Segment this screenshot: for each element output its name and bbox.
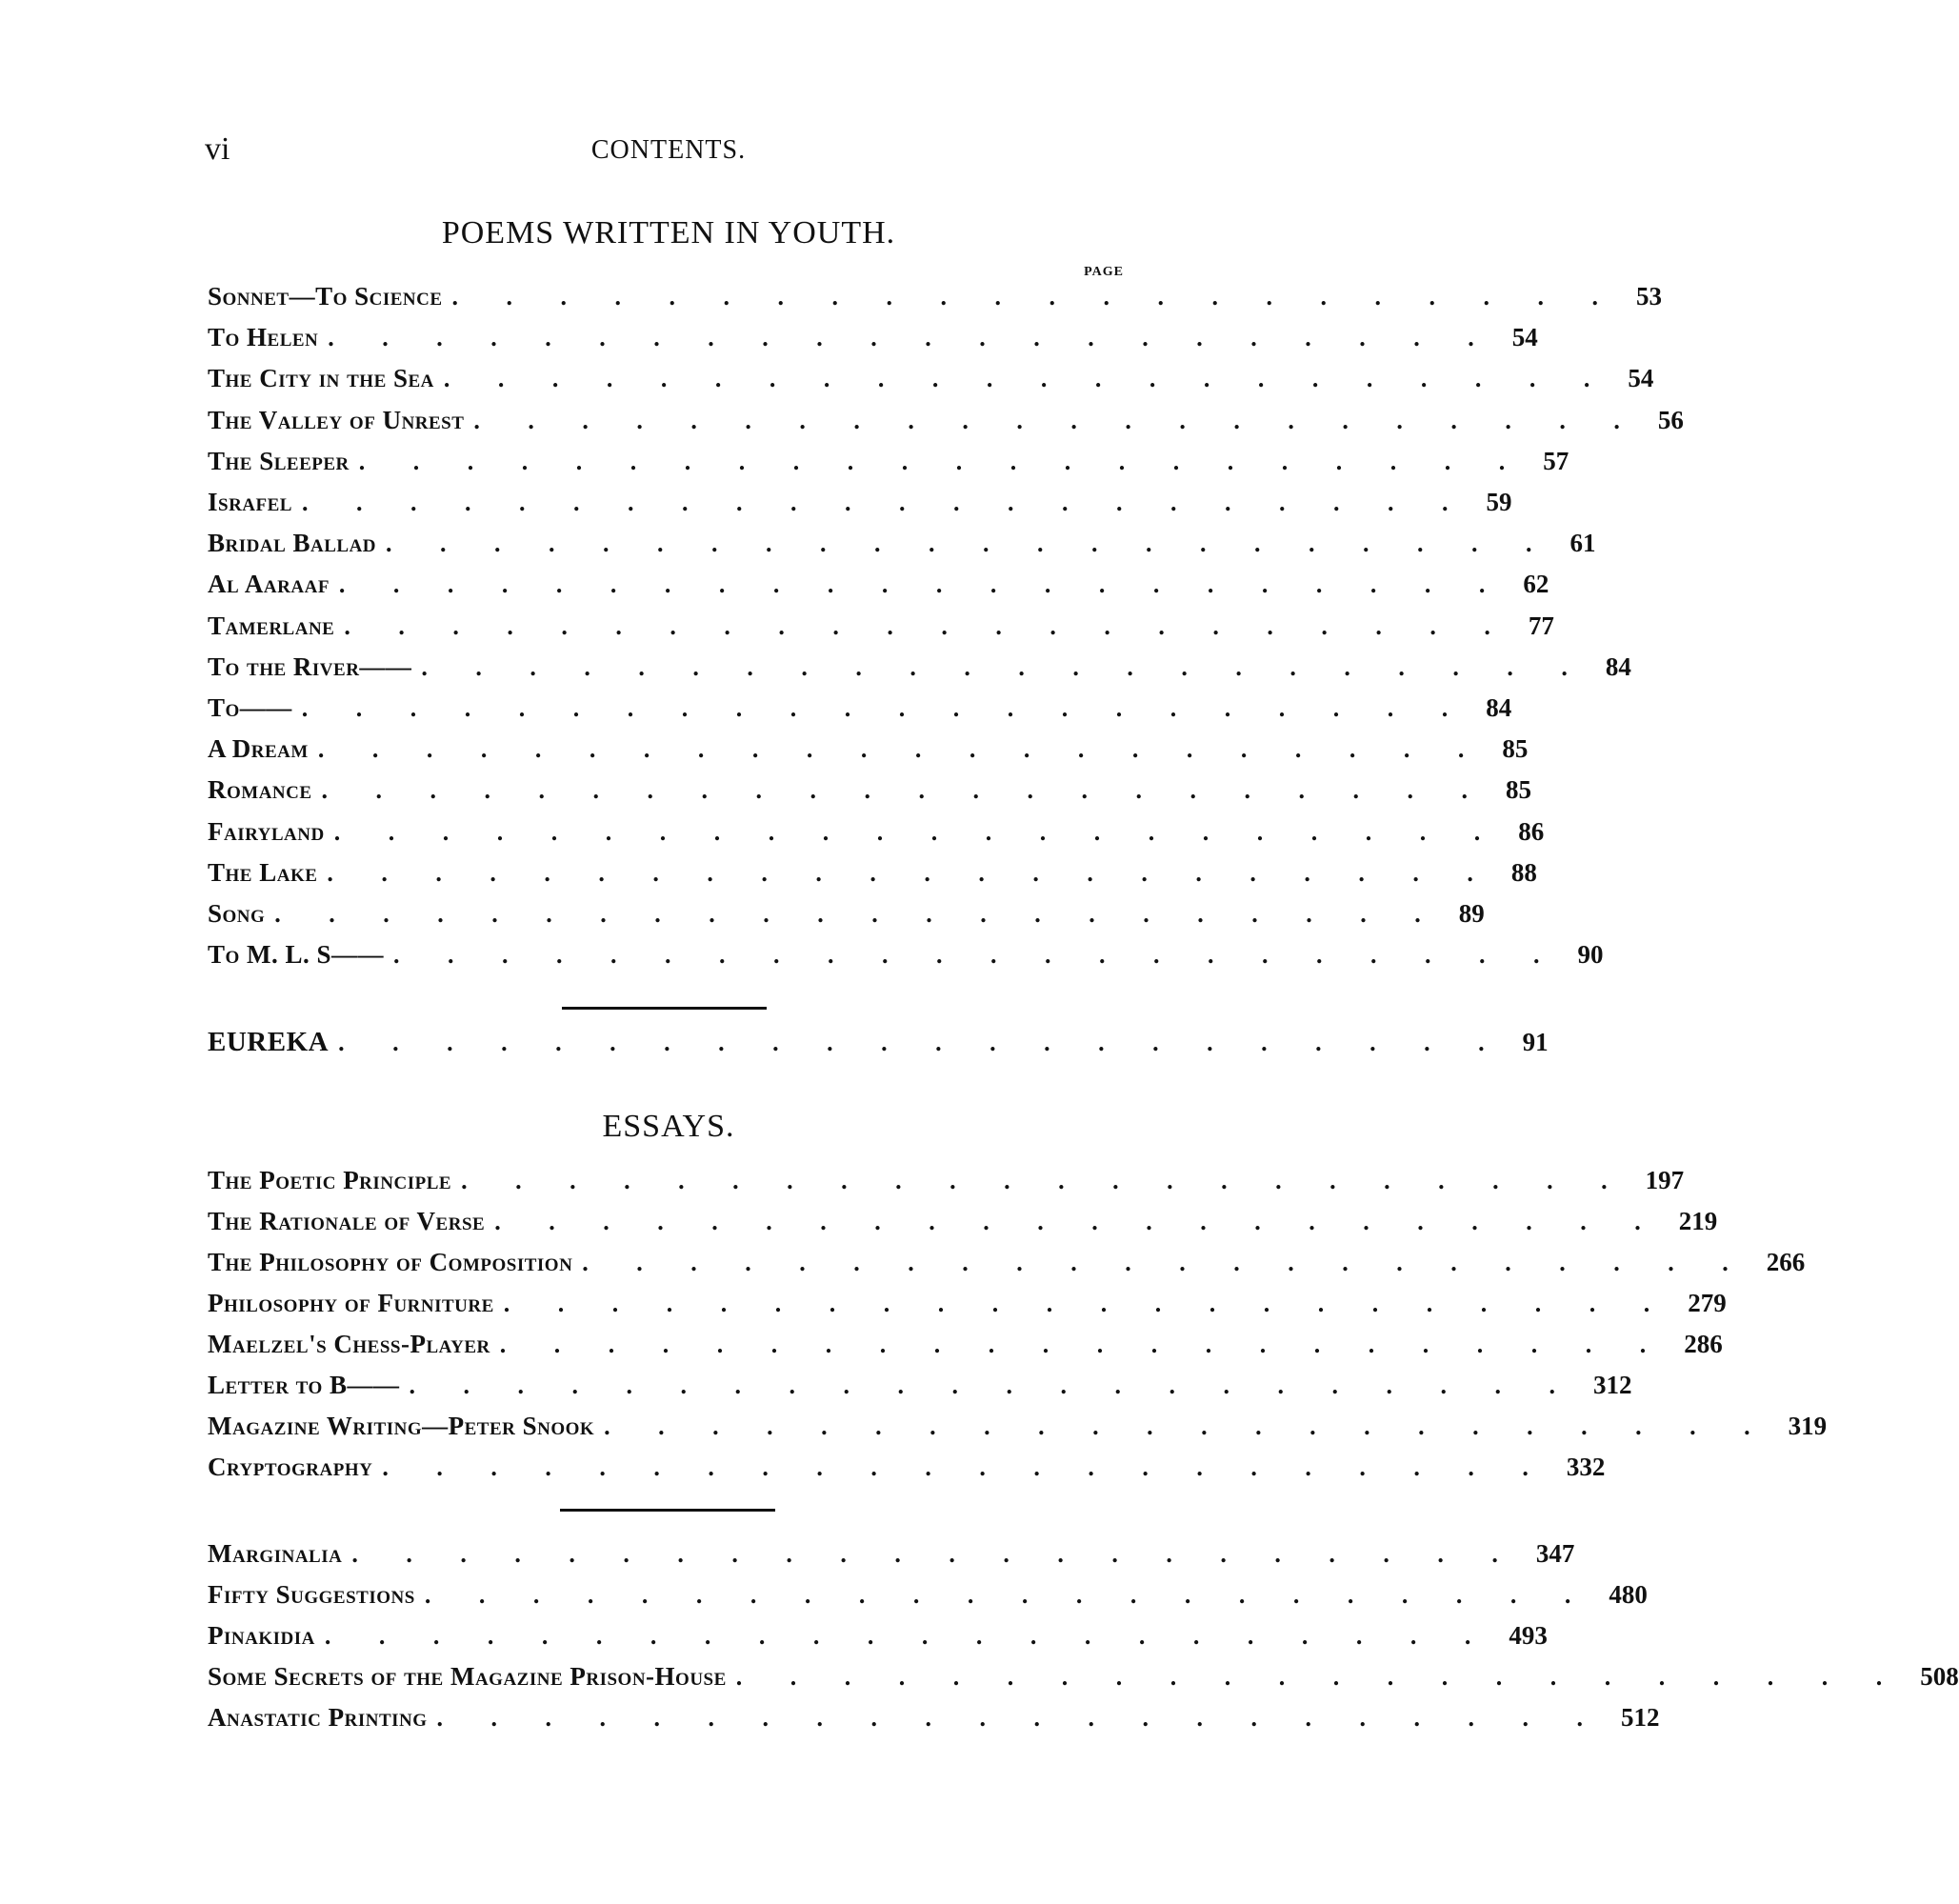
entry-title: The Philosophy of Composition	[208, 1248, 573, 1276]
dot-leader: . . . . . . . . . . . . . . . . . . . . . .	[604, 1413, 1771, 1440]
dot-leader: . . . . . . . . . . . . . . . . . . . . . .	[409, 1372, 1577, 1399]
toc-entry[interactable]	[208, 1248, 1806, 1286]
entry-title: Philosophy of Furniture	[208, 1289, 494, 1317]
dot-leader: . . . . . . . . . . . . . . . . . . . . . .	[301, 694, 1469, 722]
entry-page: 86	[1518, 816, 1545, 846]
entry-title: To Helen	[208, 323, 319, 352]
entry-page: 85	[1506, 775, 1532, 805]
toc-entry[interactable]	[208, 446, 1569, 485]
dot-leader: . . . . . . . . . . . . . . . . . . . . . .	[274, 900, 1442, 928]
dot-leader: . . . . . . . . . . . . . . . . . . . . . .	[338, 571, 1507, 599]
dot-leader: . . . . . . . . . . . . . . . . . . . . . .	[382, 1453, 1549, 1481]
entry-title: The Sleeper	[208, 446, 350, 475]
entry-page: 508	[1920, 1662, 1959, 1691]
entry-page: 89	[1458, 899, 1485, 928]
entry-title: Anastatic Printing	[208, 1703, 428, 1732]
entry-page: 91	[1522, 1028, 1549, 1056]
toc-entry[interactable]	[208, 1621, 1548, 1659]
entry-title: Marginalia	[208, 1539, 343, 1568]
entry-title: Cryptography	[208, 1453, 373, 1481]
entry-page: 84	[1486, 693, 1512, 722]
dot-leader: . . . . . . . . . . . . . . . . . . . . . .	[333, 817, 1502, 846]
entry-page: 512	[1621, 1703, 1660, 1732]
entry-page: 266	[1766, 1248, 1806, 1276]
entry-title: Tamerlane	[208, 611, 335, 640]
toc-entry[interactable]	[208, 899, 1485, 937]
toc-entry-eureka[interactable]	[208, 1027, 1549, 1065]
toc-entry[interactable]	[208, 1289, 1727, 1327]
entry-title: Bridal Ballad	[208, 529, 377, 558]
page-column-label: PAGE	[1084, 265, 1124, 279]
dot-leader: . . . . . . . . . . . . . . . . . . . . . .	[436, 1704, 1605, 1732]
entry-title: To M. L. S——	[208, 940, 385, 970]
entry-page: 53	[1636, 282, 1663, 311]
entry-page: 286	[1684, 1330, 1723, 1358]
entry-title: Magazine Writing—Peter Snook	[208, 1412, 595, 1440]
entry-title: Maelzel's Chess-Player	[208, 1330, 490, 1358]
entry-page: 54	[1511, 323, 1538, 352]
entry-page: 312	[1593, 1371, 1632, 1399]
toc-entry[interactable]	[208, 1580, 1648, 1618]
entry-title: To——	[208, 693, 292, 722]
entry-page: 84	[1605, 651, 1631, 681]
entry-page: 88	[1510, 857, 1537, 887]
dot-leader: . . . . . . . . . . . . . . . . . . . . . .	[327, 858, 1494, 887]
entry-page: 90	[1577, 940, 1604, 970]
divider-rule	[562, 1007, 767, 1010]
dot-leader: . . . . . . . . . . . . . . . . . . . . . .	[582, 1249, 1749, 1276]
dot-leader: . . . . . . . . . . . . . . . . . . . . . .	[461, 1167, 1629, 1194]
toc-entry[interactable]	[208, 1371, 1632, 1409]
toc-entry[interactable]	[208, 1330, 1723, 1368]
dot-leader: . . . . . . . . . . . . . . . . . . . . . .	[499, 1331, 1668, 1358]
toc-entry[interactable]	[208, 1166, 1685, 1204]
dot-leader: . . . . . . . . . . . . . . . . . . . . . .	[735, 1663, 1904, 1691]
entry-title: Romance	[208, 775, 312, 805]
entry-page: 77	[1528, 611, 1554, 640]
entry-page: 319	[1788, 1412, 1828, 1440]
running-title: CONTENTS.	[590, 135, 747, 165]
toc-entry[interactable]	[208, 1703, 1660, 1741]
dot-leader: . . . . . . . . . . . . . . . . . . . . . .	[494, 1208, 1662, 1235]
dot-leader: . . . . . . . . . . . . . . . . . . . . . .	[358, 447, 1527, 475]
entry-title: A Dream	[208, 734, 309, 764]
dot-leader: . . . . . . . . . . . . . . . . . . . . . .	[386, 530, 1553, 558]
toc-entry[interactable]	[208, 816, 1545, 855]
entry-page: 54	[1628, 364, 1654, 393]
entry-page: 279	[1688, 1289, 1727, 1317]
entry-page: 219	[1678, 1207, 1718, 1235]
entry-page: 197	[1645, 1166, 1685, 1194]
dot-leader: . . . . . . . . . . . . . . . . . . . . . .	[328, 324, 1495, 352]
entry-title: Al Aaraaf	[208, 570, 330, 599]
entry-page: 480	[1609, 1580, 1648, 1609]
entry-title: Fifty Suggestions	[208, 1580, 415, 1609]
entry-page: 493	[1509, 1621, 1548, 1650]
toc-entry[interactable]	[208, 1539, 1575, 1577]
entry-title: The Rationale of Verse	[208, 1207, 486, 1235]
toc-entry[interactable]	[208, 1453, 1606, 1491]
toc-entry[interactable]	[208, 323, 1538, 361]
dot-leader: . . . . . . . . . . . . . . . . . . . . . .	[324, 1622, 1492, 1650]
toc-entry[interactable]	[208, 1207, 1718, 1245]
entry-title: Song	[208, 899, 266, 928]
dot-leader: . . . . . . . . . . . . . . . . . . . . . .	[301, 489, 1469, 516]
section-title-essays: ESSAYS.	[602, 1109, 735, 1144]
entry-page: 57	[1543, 446, 1569, 475]
entry-title: Israfel	[208, 488, 292, 516]
page-number: vi	[205, 131, 230, 167]
toc-entry[interactable]	[208, 488, 1512, 526]
dot-leader: . . . . . . . . . . . . . . . . . . . . . .	[344, 611, 1511, 640]
divider-rule	[560, 1509, 775, 1512]
entry-page: 62	[1523, 570, 1549, 599]
entry-title: Letter to B——	[208, 1371, 400, 1399]
entry-title: The Poetic Principle	[208, 1166, 452, 1194]
entry-title: The City in the Sea	[208, 364, 434, 393]
entry-page: 332	[1566, 1453, 1606, 1481]
toc-entry[interactable]	[208, 734, 1529, 772]
toc-entry[interactable]	[208, 940, 1604, 978]
toc-entry[interactable]	[208, 1412, 1828, 1450]
toc-entry[interactable]	[208, 775, 1532, 813]
toc-entry[interactable]	[208, 651, 1631, 691]
entry-page: 85	[1502, 734, 1529, 764]
entry-page: 347	[1535, 1539, 1575, 1568]
toc-entry[interactable]	[208, 857, 1537, 896]
toc-entry[interactable]	[208, 570, 1549, 608]
entry-page: 56	[1657, 405, 1684, 434]
dot-leader: . . . . . . . . . . . . . . . . . . . . . .	[451, 283, 1620, 311]
entry-title: EUREKA	[208, 1027, 330, 1057]
dot-leader: . . . . . . . . . . . . . . . . . . . . . .	[317, 735, 1486, 764]
dot-leader: . . . . . . . . . . . . . . . . . . . . . .	[338, 1029, 1506, 1056]
dot-leader: . . . . . . . . . . . . . . . . . . . . . .	[443, 365, 1611, 393]
dot-leader: . . . . . . . . . . . . . . . . . . . . . .	[503, 1290, 1671, 1317]
dot-leader: . . . . . . . . . . . . . . . . . . . . . .	[351, 1540, 1519, 1568]
dot-leader: . . . . . . . . . . . . . . . . . . . . . .	[424, 1581, 1592, 1609]
toc-entry[interactable]	[208, 282, 1663, 320]
running-head	[0, 131, 1337, 170]
dot-leader: . . . . . . . . . . . . . . . . . . . . . .	[321, 776, 1489, 805]
toc-entry[interactable]	[208, 611, 1554, 650]
entry-title: Pinakidia	[208, 1621, 315, 1650]
entry-title: To the River——	[208, 651, 412, 681]
entry-title: The Lake	[208, 857, 318, 887]
dot-leader: . . . . . . . . . . . . . . . . . . . . . .	[473, 406, 1641, 434]
entry-page: 61	[1569, 529, 1596, 558]
section-title-poems: POEMS WRITTEN IN YOUTH.	[441, 215, 896, 251]
dot-leader: . . . . . . . . . . . . . . . . . . . . . .	[421, 652, 1589, 681]
entry-title: Fairyland	[208, 816, 325, 846]
entry-title: Some Secrets of the Magazine Prison-House	[208, 1662, 727, 1691]
entry-page: 59	[1486, 488, 1512, 516]
toc-entry[interactable]	[208, 364, 1654, 402]
toc-entry[interactable]	[208, 693, 1512, 732]
toc-entry[interactable]	[208, 529, 1596, 567]
toc-entry[interactable]	[208, 1662, 1959, 1700]
entry-title: The Valley of Unrest	[208, 405, 465, 434]
toc-entry[interactable]	[208, 405, 1684, 444]
dot-leader: . . . . . . . . . . . . . . . . . . . . . .	[393, 941, 1561, 970]
entry-title: Sonnet—To Science	[208, 282, 443, 311]
